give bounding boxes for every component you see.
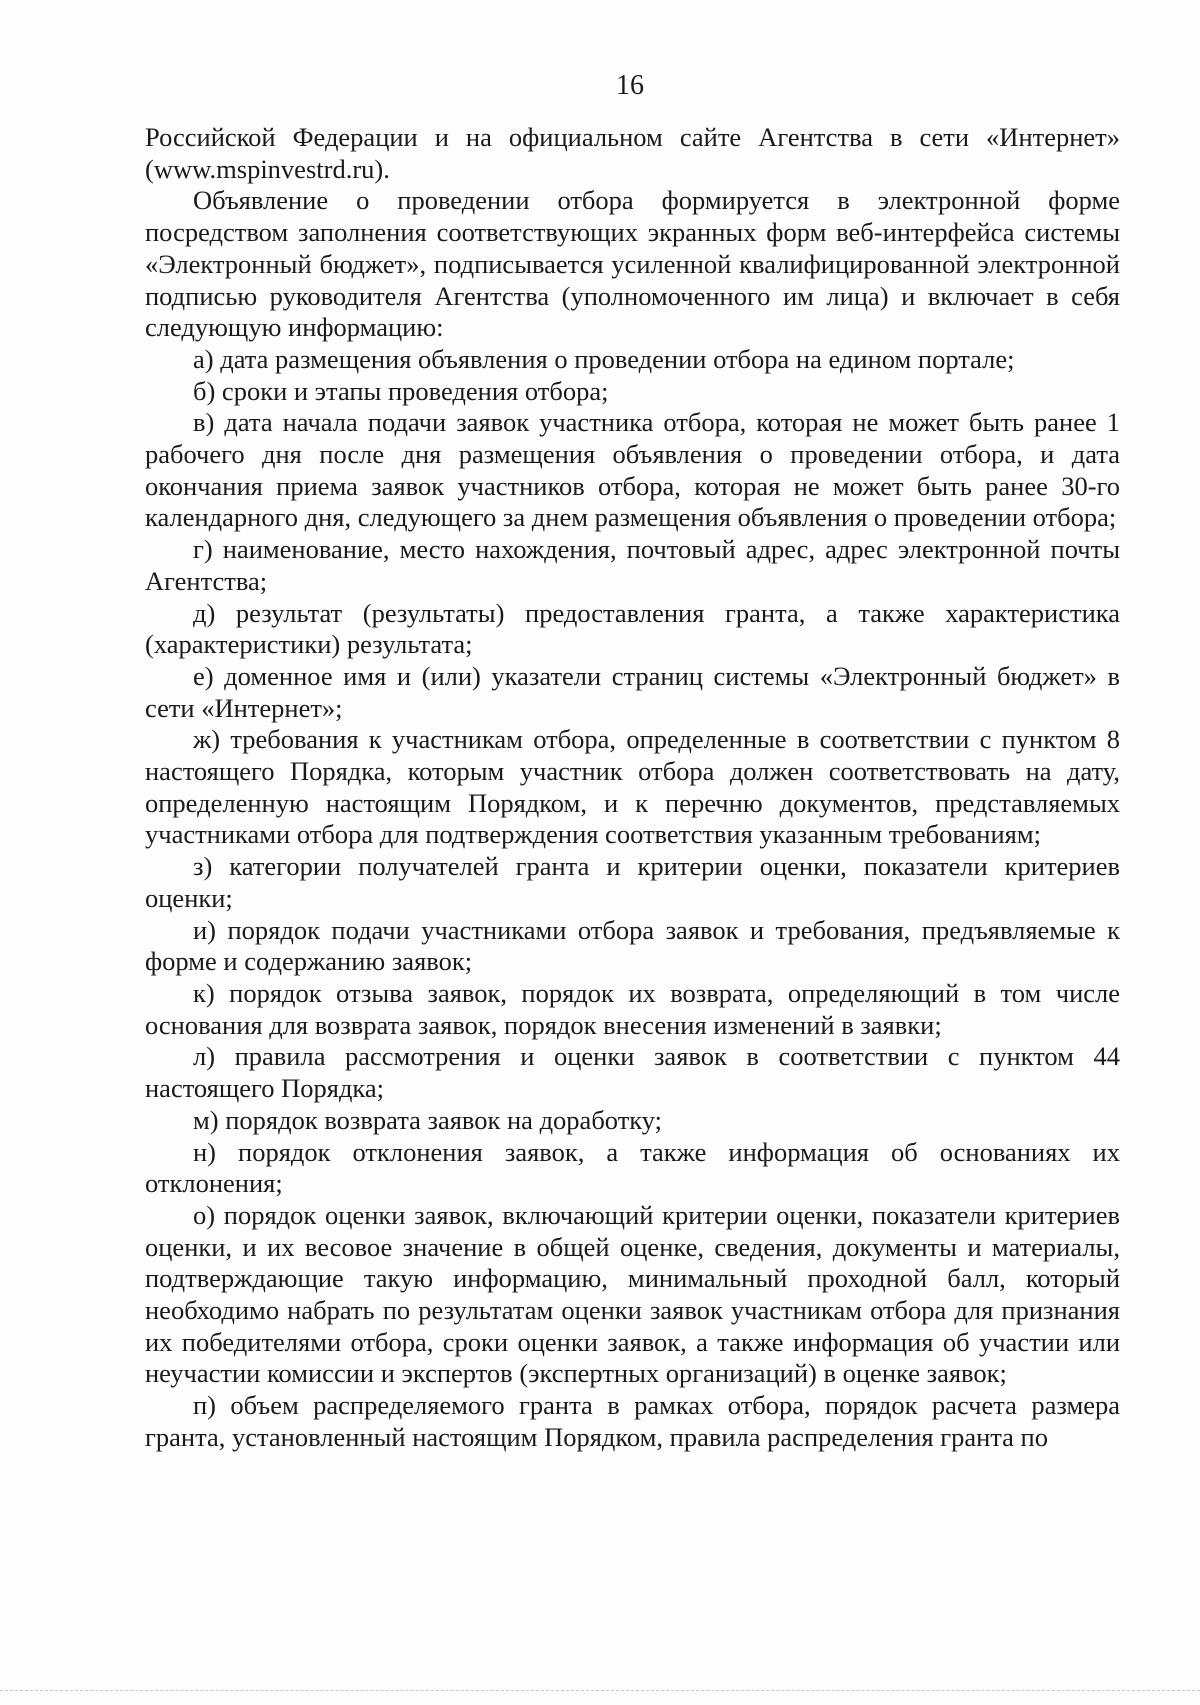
document-body	[145, 122, 1120, 1454]
list-item-g: г) наименование, место нахождения, почтовый адрес, адрес электронной почты Агентства;	[145, 534, 1120, 596]
scan-edge-line	[0, 1690, 1200, 1691]
list-item-d: д) результат (результаты) предоставления гранта, а также характеристика (характеристики) результата;	[145, 597, 1120, 660]
list-item-i: и) порядок подачи участниками отбора заявок и требования, предъявляемые к форме и содержанию заявок;	[145, 914, 1120, 977]
paragraph-announcement: Объявление о проведении отбора формируется в электронной форме посредством заполнения соответствующих экранных форм веб-интерфейса системы «Электронный бюджет», подписывается усиленной квалифицированной электронной подписью руководителя Агентства (уполномоченного им лица) и включает в себя следующую информацию:	[145, 185, 1120, 343]
list-item-e: е) доменное имя и (или) указатели страниц системы «Электронный бюджет» в сети «Интернет»;	[145, 660, 1120, 723]
list-item-zh: ж) требования к участникам отбора, определенные в соответствии с пунктом 8 настоящего Порядка, которым участник отбора должен соответствовать на дату, определенную настоящим Порядком, и к перечню документов, представляемых участниками отбора для подтверждения соответствия указанным требованиям;	[145, 724, 1120, 850]
list-item-m: м) порядок возврата заявок на доработку;	[193, 1104, 663, 1135]
list-item-a: а) дата размещения объявления о проведении отбора на едином портале;	[193, 343, 1015, 374]
list-item-l: л) правила рассмотрения и оценки заявок в соответствии с пунктом 44 настоящего Порядка;	[145, 1041, 1120, 1104]
list-item-b: б) сроки и этапы проведения отбора;	[193, 375, 609, 406]
list-item-v: в) дата начала подачи заявок участника отбора, которая не может быть ранее 1 рабочего дня после дня размещения объявления о проведении отбора, и дата окончания приема заявок участников отбора, которая не может быть ранее 30-го календарного дня, следующего за днем размещения объявления о проведении отбора;	[145, 407, 1120, 533]
paragraph-continuation: Российской Федерации и на официальном сайте Агентства в сети «Интернет» (www.mspinvestrd.ru).	[145, 122, 1120, 184]
list-item-z: з) категории получателей гранта и критерии оценки, показатели критериев оценки;	[145, 851, 1120, 913]
list-item-o: о) порядок оценки заявок, включающий критерии оценки, показатели критериев оценки, и их весовое значение в общей оценке, сведения, документы и материалы, подтверждающие такую информацию, минимальный проходной балл, который необходимо набрать по результатам оценки заявок участникам отбора для признания их победителями отбора, сроки оценки заявок, а также информация об участии или неучастии комиссии и экспертов (экспертных организаций) в оценке заявок;	[145, 1199, 1120, 1389]
list-item-k: к) порядок отзыва заявок, порядок их возврата, определяющий в том числе основания для возврата заявок, порядок внесения изменений в заявки;	[145, 977, 1120, 1040]
page-number: 16	[616, 70, 644, 101]
list-item-n: н) порядок отклонения заявок, а также информация об основаниях их отклонения;	[145, 1136, 1120, 1199]
list-item-p: п) объем распределяемого гранта в рамках отбора, порядок расчета размера гранта, установленный настоящим Порядком, правила распределения гранта по	[145, 1390, 1120, 1452]
